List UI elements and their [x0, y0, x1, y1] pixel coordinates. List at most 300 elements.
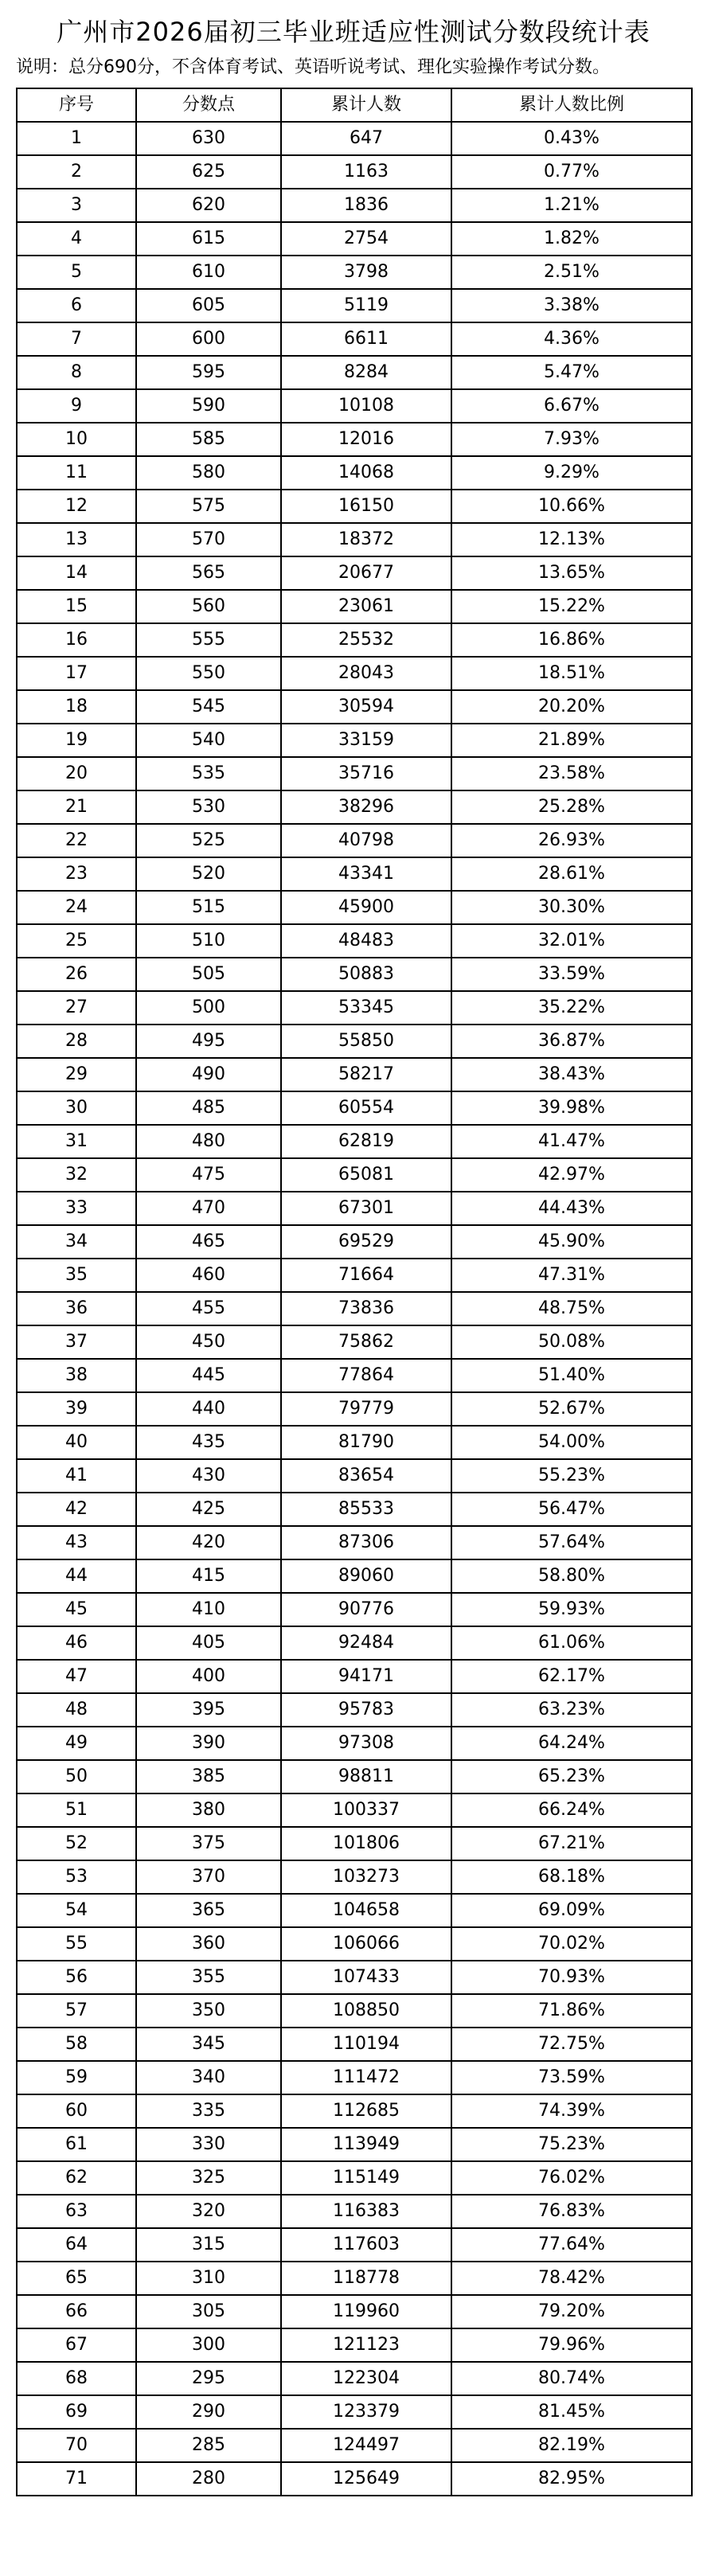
table-row	[17, 1526, 692, 1559]
table-row	[17, 2028, 692, 2061]
table-row	[17, 322, 692, 356]
table-row	[17, 1727, 692, 1760]
cell-cumulative-count: 77864	[281, 1359, 451, 1392]
cell-cumulative-count: 1163	[281, 155, 451, 189]
table-row	[17, 2262, 692, 2295]
page-title: 广州市2026届初三毕业班适应性测试分数段统计表	[57, 17, 650, 47]
cell-index: 61	[17, 2128, 136, 2161]
cell-cumulative-ratio: 65.23%	[451, 1760, 692, 1793]
cell-cumulative-count: 40798	[281, 824, 451, 857]
cell-score: 500	[136, 991, 281, 1025]
cell-index: 34	[17, 1225, 136, 1259]
cell-cumulative-ratio: 41.47%	[451, 1125, 692, 1158]
cell-cumulative-count: 14068	[281, 456, 451, 490]
cell-index: 29	[17, 1058, 136, 1091]
table-row	[17, 2161, 692, 2195]
cell-score: 395	[136, 1693, 281, 1727]
cell-cumulative-ratio: 45.90%	[451, 1225, 692, 1259]
cell-cumulative-ratio: 71.86%	[451, 1994, 692, 2028]
cell-score: 325	[136, 2161, 281, 2195]
cell-score: 570	[136, 523, 281, 556]
cell-cumulative-ratio: 57.64%	[451, 1526, 692, 1559]
cell-index: 32	[17, 1158, 136, 1192]
cell-index: 42	[17, 1493, 136, 1526]
cell-score: 460	[136, 1259, 281, 1292]
table-row	[17, 389, 692, 423]
table-row	[17, 2094, 692, 2128]
table-row	[17, 1158, 692, 1192]
cell-cumulative-ratio: 25.28%	[451, 790, 692, 824]
table-row	[17, 924, 692, 958]
cell-cumulative-count: 115149	[281, 2161, 451, 2195]
cell-cumulative-count: 2754	[281, 222, 451, 256]
cell-index: 49	[17, 1727, 136, 1760]
cell-index: 14	[17, 556, 136, 590]
cell-cumulative-ratio: 76.83%	[451, 2195, 692, 2228]
cell-cumulative-ratio: 68.18%	[451, 1860, 692, 1894]
cell-cumulative-ratio: 78.42%	[451, 2262, 692, 2295]
cell-cumulative-ratio: 67.21%	[451, 1827, 692, 1860]
cell-index: 41	[17, 1459, 136, 1493]
cell-score: 375	[136, 1827, 281, 1860]
cell-cumulative-ratio: 66.24%	[451, 1793, 692, 1827]
table-row	[17, 490, 692, 523]
cell-cumulative-count: 95783	[281, 1693, 451, 1727]
cell-cumulative-ratio: 52.67%	[451, 1392, 692, 1426]
table-row	[17, 891, 692, 924]
cell-cumulative-ratio: 75.23%	[451, 2128, 692, 2161]
cell-score: 590	[136, 389, 281, 423]
cell-score: 490	[136, 1058, 281, 1091]
cell-cumulative-ratio: 69.09%	[451, 1894, 692, 1927]
table-row	[17, 2061, 692, 2094]
cell-score: 385	[136, 1760, 281, 1793]
cell-cumulative-count: 65081	[281, 1158, 451, 1192]
cell-cumulative-ratio: 9.29%	[451, 456, 692, 490]
cell-index: 46	[17, 1626, 136, 1660]
cell-cumulative-count: 106066	[281, 1927, 451, 1961]
cell-index: 37	[17, 1325, 136, 1359]
table-row	[17, 2462, 692, 2496]
table-row	[17, 2228, 692, 2262]
cell-cumulative-count: 90776	[281, 1593, 451, 1626]
table-row	[17, 189, 692, 222]
cell-cumulative-ratio: 32.01%	[451, 924, 692, 958]
cell-index: 11	[17, 456, 136, 490]
cell-cumulative-count: 117603	[281, 2228, 451, 2262]
cell-score: 615	[136, 222, 281, 256]
cell-cumulative-ratio: 70.02%	[451, 1927, 692, 1961]
table-row	[17, 1259, 692, 1292]
table-row	[17, 1058, 692, 1091]
table-row	[17, 757, 692, 790]
cell-score: 285	[136, 2429, 281, 2462]
header-score: 分数点	[136, 88, 281, 122]
cell-cumulative-ratio: 5.47%	[451, 356, 692, 389]
cell-cumulative-count: 16150	[281, 490, 451, 523]
table-row	[17, 1292, 692, 1325]
cell-cumulative-ratio: 30.30%	[451, 891, 692, 924]
cell-score: 400	[136, 1660, 281, 1693]
table-row	[17, 2195, 692, 2228]
cell-index: 58	[17, 2028, 136, 2061]
cell-index: 43	[17, 1526, 136, 1559]
cell-score: 340	[136, 2061, 281, 2094]
cell-cumulative-count: 55850	[281, 1025, 451, 1058]
table-row	[17, 1325, 692, 1359]
table-row	[17, 623, 692, 657]
cell-index: 68	[17, 2362, 136, 2395]
cell-cumulative-ratio: 59.93%	[451, 1593, 692, 1626]
cell-index: 18	[17, 690, 136, 724]
cell-index: 71	[17, 2462, 136, 2496]
table-row	[17, 690, 692, 724]
table-row	[17, 1025, 692, 1058]
cell-score: 415	[136, 1559, 281, 1593]
cell-cumulative-ratio: 7.93%	[451, 423, 692, 456]
cell-index: 13	[17, 523, 136, 556]
cell-index: 10	[17, 423, 136, 456]
cell-cumulative-count: 94171	[281, 1660, 451, 1693]
cell-score: 495	[136, 1025, 281, 1058]
cell-cumulative-count: 98811	[281, 1760, 451, 1793]
cell-score: 335	[136, 2094, 281, 2128]
cell-cumulative-ratio: 44.43%	[451, 1192, 692, 1225]
cell-cumulative-count: 20677	[281, 556, 451, 590]
cell-score: 565	[136, 556, 281, 590]
cell-cumulative-count: 87306	[281, 1526, 451, 1559]
cell-index: 63	[17, 2195, 136, 2228]
cell-index: 45	[17, 1593, 136, 1626]
table-header	[17, 88, 692, 122]
cell-cumulative-count: 3798	[281, 256, 451, 289]
table-row	[17, 356, 692, 389]
cell-index: 7	[17, 322, 136, 356]
cell-cumulative-count: 71664	[281, 1259, 451, 1292]
cell-cumulative-count: 8284	[281, 356, 451, 389]
cell-cumulative-ratio: 35.22%	[451, 991, 692, 1025]
cell-index: 70	[17, 2429, 136, 2462]
cell-score: 560	[136, 590, 281, 623]
cell-cumulative-ratio: 36.87%	[451, 1025, 692, 1058]
table-row	[17, 1459, 692, 1493]
table-row	[17, 590, 692, 623]
cell-cumulative-ratio: 51.40%	[451, 1359, 692, 1392]
cell-cumulative-count: 103273	[281, 1860, 451, 1894]
cell-cumulative-count: 83654	[281, 1459, 451, 1493]
cell-score: 525	[136, 824, 281, 857]
cell-index: 48	[17, 1693, 136, 1727]
table-row	[17, 657, 692, 690]
cell-index: 17	[17, 657, 136, 690]
cell-cumulative-ratio: 18.51%	[451, 657, 692, 690]
cell-cumulative-count: 101806	[281, 1827, 451, 1860]
cell-cumulative-count: 25532	[281, 623, 451, 657]
cell-cumulative-count: 97308	[281, 1727, 451, 1760]
cell-cumulative-ratio: 54.00%	[451, 1426, 692, 1459]
cell-score: 330	[136, 2128, 281, 2161]
table-row	[17, 1225, 692, 1259]
cell-cumulative-ratio: 39.98%	[451, 1091, 692, 1125]
cell-cumulative-ratio: 50.08%	[451, 1325, 692, 1359]
cell-cumulative-ratio: 0.77%	[451, 155, 692, 189]
cell-cumulative-ratio: 38.43%	[451, 1058, 692, 1091]
table-row	[17, 1091, 692, 1125]
cell-index: 31	[17, 1125, 136, 1158]
cell-score: 595	[136, 356, 281, 389]
cell-score: 320	[136, 2195, 281, 2228]
cell-cumulative-ratio: 23.58%	[451, 757, 692, 790]
table-row	[17, 1593, 692, 1626]
cell-score: 510	[136, 924, 281, 958]
cell-index: 5	[17, 256, 136, 289]
cell-score: 555	[136, 623, 281, 657]
cell-cumulative-ratio: 56.47%	[451, 1493, 692, 1526]
cell-cumulative-count: 50883	[281, 958, 451, 991]
cell-cumulative-ratio: 74.39%	[451, 2094, 692, 2128]
table-row	[17, 222, 692, 256]
cell-index: 56	[17, 1961, 136, 1994]
table-row	[17, 1827, 692, 1860]
cell-index: 15	[17, 590, 136, 623]
cell-index: 44	[17, 1559, 136, 1593]
table-row	[17, 1793, 692, 1827]
cell-score: 575	[136, 490, 281, 523]
cell-cumulative-count: 100337	[281, 1793, 451, 1827]
table-row	[17, 2429, 692, 2462]
table-row	[17, 155, 692, 189]
table-row	[17, 1392, 692, 1426]
cell-cumulative-count: 45900	[281, 891, 451, 924]
cell-cumulative-count: 18372	[281, 523, 451, 556]
cell-score: 370	[136, 1860, 281, 1894]
cell-index: 52	[17, 1827, 136, 1860]
cell-score: 305	[136, 2295, 281, 2328]
cell-cumulative-count: 79779	[281, 1392, 451, 1426]
cell-score: 630	[136, 122, 281, 155]
cell-index: 39	[17, 1392, 136, 1426]
cell-score: 440	[136, 1392, 281, 1426]
cell-cumulative-count: 119960	[281, 2295, 451, 2328]
cell-cumulative-ratio: 48.75%	[451, 1292, 692, 1325]
table-row	[17, 1860, 692, 1894]
cell-cumulative-ratio: 77.64%	[451, 2228, 692, 2262]
cell-cumulative-ratio: 21.89%	[451, 724, 692, 757]
cell-score: 405	[136, 1626, 281, 1660]
cell-score: 360	[136, 1927, 281, 1961]
cell-cumulative-count: 12016	[281, 423, 451, 456]
table-row	[17, 1626, 692, 1660]
cell-cumulative-count: 116383	[281, 2195, 451, 2228]
table-row	[17, 724, 692, 757]
cell-cumulative-ratio: 55.23%	[451, 1459, 692, 1493]
cell-score: 410	[136, 1593, 281, 1626]
cell-score: 295	[136, 2362, 281, 2395]
table-row	[17, 2128, 692, 2161]
cell-cumulative-count: 58217	[281, 1058, 451, 1091]
cell-cumulative-count: 48483	[281, 924, 451, 958]
cell-score: 605	[136, 289, 281, 322]
cell-cumulative-count: 121123	[281, 2328, 451, 2362]
cell-score: 300	[136, 2328, 281, 2362]
cell-cumulative-ratio: 13.65%	[451, 556, 692, 590]
cell-cumulative-ratio: 2.51%	[451, 256, 692, 289]
cell-index: 54	[17, 1894, 136, 1927]
table-header-row	[17, 88, 692, 122]
cell-index: 64	[17, 2228, 136, 2262]
table-row	[17, 1961, 692, 1994]
cell-index: 62	[17, 2161, 136, 2195]
table-row	[17, 2295, 692, 2328]
cell-index: 24	[17, 891, 136, 924]
cell-score: 350	[136, 1994, 281, 2028]
cell-cumulative-ratio: 82.95%	[451, 2462, 692, 2496]
table-row	[17, 958, 692, 991]
cell-score: 290	[136, 2395, 281, 2429]
cell-cumulative-ratio: 61.06%	[451, 1626, 692, 1660]
cell-cumulative-ratio: 72.75%	[451, 2028, 692, 2061]
explanation-note: 说明：总分690分，不含体育考试、英语听说考试、理化实验操作考试分数。	[16, 57, 610, 77]
cell-cumulative-ratio: 64.24%	[451, 1727, 692, 1760]
cell-index: 28	[17, 1025, 136, 1058]
table-row	[17, 1693, 692, 1727]
cell-score: 355	[136, 1961, 281, 1994]
table-row	[17, 1660, 692, 1693]
cell-cumulative-count: 43341	[281, 857, 451, 891]
table-row	[17, 824, 692, 857]
cell-score: 585	[136, 423, 281, 456]
cell-cumulative-count: 60554	[281, 1091, 451, 1125]
cell-score: 420	[136, 1526, 281, 1559]
cell-score: 475	[136, 1158, 281, 1192]
cell-cumulative-count: 647	[281, 122, 451, 155]
cell-index: 60	[17, 2094, 136, 2128]
table-row	[17, 1426, 692, 1459]
table-row	[17, 1927, 692, 1961]
cell-index: 22	[17, 824, 136, 857]
table-body	[17, 122, 692, 2496]
score-distribution-table	[16, 88, 693, 2496]
cell-index: 67	[17, 2328, 136, 2362]
cell-score: 465	[136, 1225, 281, 1259]
cell-cumulative-count: 73836	[281, 1292, 451, 1325]
cell-index: 57	[17, 1994, 136, 2028]
table-row	[17, 2395, 692, 2429]
cell-score: 610	[136, 256, 281, 289]
cell-cumulative-ratio: 16.86%	[451, 623, 692, 657]
table-row	[17, 1359, 692, 1392]
cell-score: 535	[136, 757, 281, 790]
cell-index: 2	[17, 155, 136, 189]
cell-cumulative-count: 75862	[281, 1325, 451, 1359]
cell-cumulative-count: 123379	[281, 2395, 451, 2429]
cell-cumulative-ratio: 80.74%	[451, 2362, 692, 2395]
cell-score: 280	[136, 2462, 281, 2496]
cell-index: 1	[17, 122, 136, 155]
table-row	[17, 456, 692, 490]
cell-cumulative-count: 10108	[281, 389, 451, 423]
table-row	[17, 1125, 692, 1158]
table-row	[17, 289, 692, 322]
cell-cumulative-count: 107433	[281, 1961, 451, 1994]
table-row	[17, 1559, 692, 1593]
table-row	[17, 2362, 692, 2395]
cell-cumulative-ratio: 62.17%	[451, 1660, 692, 1693]
header-cumulative-count: 累计人数	[281, 88, 451, 122]
cell-index: 23	[17, 857, 136, 891]
cell-cumulative-count: 28043	[281, 657, 451, 690]
cell-cumulative-count: 81790	[281, 1426, 451, 1459]
table-row	[17, 423, 692, 456]
cell-cumulative-count: 85533	[281, 1493, 451, 1526]
cell-score: 365	[136, 1894, 281, 1927]
cell-cumulative-ratio: 42.97%	[451, 1158, 692, 1192]
cell-score: 470	[136, 1192, 281, 1225]
cell-cumulative-ratio: 47.31%	[451, 1259, 692, 1292]
table-row	[17, 991, 692, 1025]
cell-score: 380	[136, 1793, 281, 1827]
cell-cumulative-ratio: 79.20%	[451, 2295, 692, 2328]
cell-cumulative-ratio: 81.45%	[451, 2395, 692, 2429]
cell-index: 20	[17, 757, 136, 790]
cell-cumulative-ratio: 82.19%	[451, 2429, 692, 2462]
cell-index: 55	[17, 1927, 136, 1961]
cell-cumulative-count: 110194	[281, 2028, 451, 2061]
cell-score: 430	[136, 1459, 281, 1493]
cell-index: 40	[17, 1426, 136, 1459]
cell-cumulative-ratio: 76.02%	[451, 2161, 692, 2195]
table-row	[17, 523, 692, 556]
cell-index: 33	[17, 1192, 136, 1225]
cell-index: 36	[17, 1292, 136, 1325]
cell-score: 345	[136, 2028, 281, 2061]
cell-cumulative-count: 53345	[281, 991, 451, 1025]
cell-index: 66	[17, 2295, 136, 2328]
cell-score: 435	[136, 1426, 281, 1459]
cell-cumulative-count: 89060	[281, 1559, 451, 1593]
cell-cumulative-ratio: 10.66%	[451, 490, 692, 523]
cell-score: 530	[136, 790, 281, 824]
cell-score: 520	[136, 857, 281, 891]
cell-cumulative-ratio: 73.59%	[451, 2061, 692, 2094]
cell-cumulative-ratio: 70.93%	[451, 1961, 692, 1994]
cell-index: 26	[17, 958, 136, 991]
cell-cumulative-ratio: 15.22%	[451, 590, 692, 623]
cell-cumulative-ratio: 3.38%	[451, 289, 692, 322]
table-row	[17, 857, 692, 891]
cell-score: 445	[136, 1359, 281, 1392]
cell-cumulative-ratio: 58.80%	[451, 1559, 692, 1593]
cell-index: 4	[17, 222, 136, 256]
cell-cumulative-ratio: 26.93%	[451, 824, 692, 857]
cell-cumulative-count: 23061	[281, 590, 451, 623]
cell-cumulative-ratio: 1.21%	[451, 189, 692, 222]
cell-index: 53	[17, 1860, 136, 1894]
cell-index: 27	[17, 991, 136, 1025]
cell-index: 35	[17, 1259, 136, 1292]
cell-cumulative-count: 125649	[281, 2462, 451, 2496]
cell-index: 6	[17, 289, 136, 322]
cell-score: 455	[136, 1292, 281, 1325]
cell-score: 390	[136, 1727, 281, 1760]
cell-index: 12	[17, 490, 136, 523]
cell-cumulative-count: 92484	[281, 1626, 451, 1660]
cell-cumulative-ratio: 1.82%	[451, 222, 692, 256]
cell-index: 30	[17, 1091, 136, 1125]
cell-cumulative-count: 108850	[281, 1994, 451, 2028]
table-row	[17, 1493, 692, 1526]
cell-index: 21	[17, 790, 136, 824]
